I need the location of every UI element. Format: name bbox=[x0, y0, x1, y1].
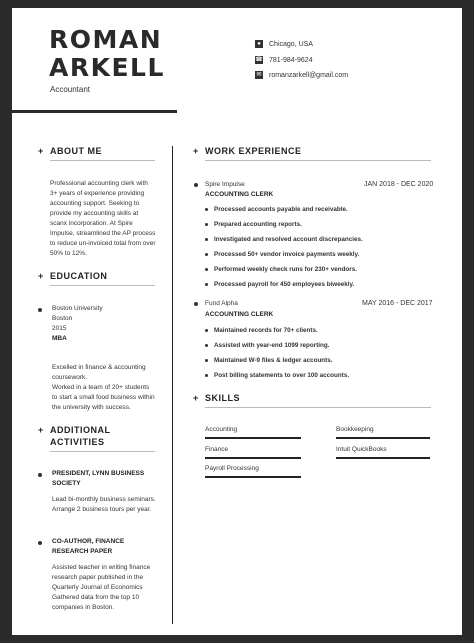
contact-phone: ☎ 781-984-9624 bbox=[255, 56, 313, 64]
education-desc: Excelled in finance & accounting coursework. Worked in a team of 20+ students to start a small food business within the university with success. bbox=[52, 364, 155, 411]
skill-bar bbox=[336, 457, 430, 459]
skills-heading: + SKILLS bbox=[193, 393, 241, 403]
education-heading: + EDUCATION bbox=[38, 271, 108, 281]
activity-title: PRESIDENT, LYNN BUSINESS SOCIETY bbox=[52, 470, 145, 487]
job-role: ACCOUNTING CLERK bbox=[205, 191, 274, 198]
list-item: Maintained W-9 files & ledger accounts. bbox=[205, 356, 435, 371]
list-item: Investigated and resolved account discrepancies. bbox=[205, 235, 435, 250]
candidate-name: ROMAN ARKELL bbox=[49, 25, 165, 82]
list-item: Performed weekly check runs for 230+ vendors. bbox=[205, 265, 435, 280]
contact-location: ● Chicago, USA bbox=[255, 40, 313, 48]
skill-item: Intuit QuickBooks bbox=[336, 446, 387, 453]
work-heading: + WORK EXPERIENCE bbox=[193, 146, 302, 156]
about-heading: + ABOUT ME bbox=[38, 146, 102, 156]
list-item: Processed accounts payable and receivable. bbox=[205, 205, 435, 220]
job-bullets bbox=[205, 326, 435, 386]
skill-bar bbox=[205, 476, 301, 478]
list-item: Processed 50+ vendor invoice payments weekly. bbox=[205, 250, 435, 265]
job-role: ACCOUNTING CLERK bbox=[205, 311, 274, 318]
email-icon: ✉ bbox=[256, 72, 262, 78]
skill-bar bbox=[336, 437, 430, 439]
list-item: Maintained records for 70+ clients. bbox=[205, 326, 435, 341]
list-item: Processed payroll for 450 employees biweekly. bbox=[205, 280, 435, 295]
skill-item: Accounting bbox=[205, 426, 238, 433]
job-title: Accountant bbox=[50, 85, 91, 94]
skill-item: Payroll Processing bbox=[205, 465, 259, 472]
skill-item: Bookkeeping bbox=[336, 426, 374, 433]
column-divider bbox=[172, 146, 173, 624]
skill-bar bbox=[205, 437, 301, 439]
job-dates: MAY 2016 - DEC 2017 bbox=[362, 300, 433, 307]
list-item: Assisted with year-end 1099 reporting. bbox=[205, 341, 435, 356]
contact-email: ✉ romanzarkell@gmail.com bbox=[256, 71, 349, 79]
resume-page bbox=[12, 8, 462, 635]
skill-bar bbox=[205, 457, 301, 459]
list-item: Post billing statements to over 100 accounts. bbox=[205, 371, 435, 386]
job-bullets bbox=[205, 205, 435, 295]
activities-heading: + ADDITIONAL ACTIVITIES bbox=[38, 425, 111, 447]
list-item: Prepared accounting reports. bbox=[205, 220, 435, 235]
activity-desc: Lead bi-monthly business seminars. Arrange 2 business tours per year. bbox=[52, 496, 156, 513]
activity-title: CO-AUTHOR, FINANCE RESEARCH PAPER bbox=[52, 538, 125, 555]
phone-icon: ☎ bbox=[255, 57, 263, 63]
job-company: Fund Alpha bbox=[205, 300, 238, 307]
skill-item: Finance bbox=[205, 446, 229, 453]
job-dates: JAN 2018 - DEC 2020 bbox=[364, 181, 434, 188]
location-icon: ● bbox=[255, 40, 263, 48]
about-text: Professional accounting clerk with 3+ years of experience providing accounting support. Seeking to provide my accounting skills at scanx incorporation. At Spire Impulse, streamlined the AP process to reduce un-invoiced total from over 50% to 12%. bbox=[50, 180, 156, 257]
job-company: Spire Impulse bbox=[205, 181, 245, 188]
education-entry: Boston University Boston 2015 MBA bbox=[52, 305, 103, 342]
activity-desc: Assisted teacher in writing finance research paper published in the Quarterly Journal of Economics Gathered data from the top 10 companies in Boston. bbox=[52, 564, 151, 611]
